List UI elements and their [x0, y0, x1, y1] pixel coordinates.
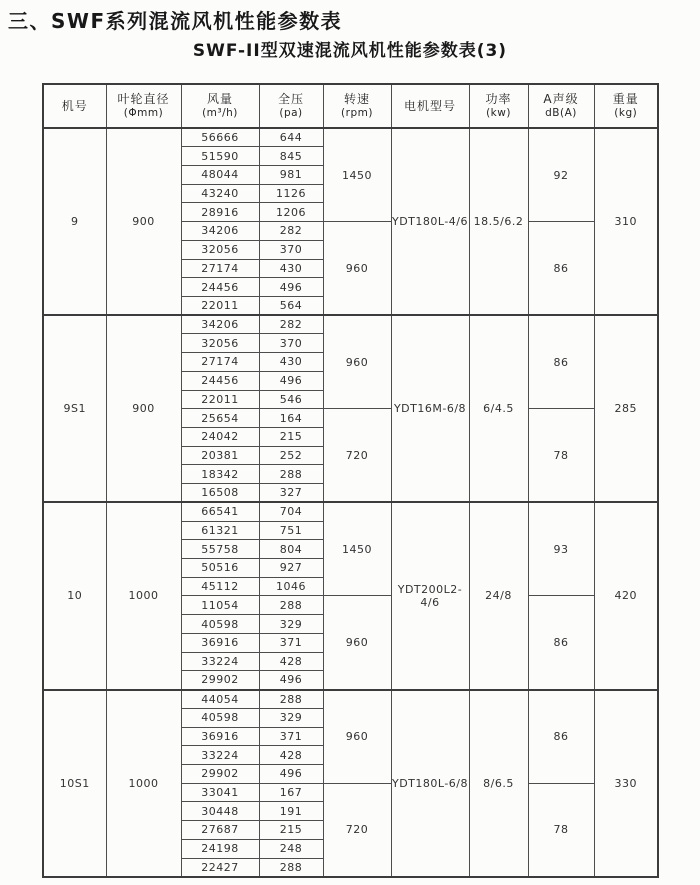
pressure-cell: 644 — [259, 128, 323, 147]
pressure-cell: 329 — [259, 615, 323, 634]
noise-cell: 86 — [528, 596, 594, 690]
airflow-cell: 66541 — [181, 502, 259, 521]
fan-no-cell: 10S1 — [43, 690, 106, 877]
airflow-cell: 32056 — [181, 334, 259, 353]
noise-cell: 93 — [528, 502, 594, 596]
column-unit: (kw) — [486, 107, 511, 119]
speed-cell: 1450 — [323, 128, 391, 222]
speed-cell: 960 — [323, 222, 391, 316]
pressure-cell: 371 — [259, 727, 323, 746]
page-title: 三、SWF系列混流风机性能参数表 — [8, 9, 343, 33]
column-label: 转速 — [343, 92, 370, 106]
column-label: 机号 — [61, 98, 88, 113]
speed-cell: 960 — [323, 596, 391, 690]
diameter-cell: 900 — [106, 315, 181, 502]
noise-cell: 78 — [528, 783, 594, 877]
motor-model-cell: YDT180L-6/8 — [391, 690, 469, 877]
pressure-cell: 288 — [259, 690, 323, 709]
pressure-cell: 288 — [259, 465, 323, 484]
airflow-cell: 24456 — [181, 371, 259, 390]
airflow-cell: 11054 — [181, 596, 259, 615]
pressure-cell: 1046 — [259, 577, 323, 596]
column-header-motor-model — [391, 84, 469, 128]
airflow-cell: 61321 — [181, 521, 259, 540]
performance-table-body — [43, 128, 658, 877]
diameter-cell: 1000 — [106, 690, 181, 877]
pressure-cell: 327 — [259, 484, 323, 503]
pressure-cell: 927 — [259, 559, 323, 578]
airflow-cell: 25654 — [181, 409, 259, 428]
power-cell: 18.5/6.2 — [469, 128, 528, 315]
airflow-cell: 22011 — [181, 390, 259, 409]
pressure-cell: 164 — [259, 409, 323, 428]
motor-model-cell: YDT200L2-4/6 — [391, 502, 469, 689]
fan-no-cell: 10 — [43, 502, 106, 689]
noise-cell: 78 — [528, 409, 594, 503]
airflow-cell: 20381 — [181, 446, 259, 465]
pressure-cell: 282 — [259, 222, 323, 241]
table-header — [43, 84, 658, 128]
airflow-cell: 16508 — [181, 484, 259, 503]
weight-cell: 420 — [594, 502, 658, 689]
column-label: 叶轮直径 — [117, 92, 170, 106]
pressure-cell: 496 — [259, 371, 323, 390]
pressure-cell: 1206 — [259, 203, 323, 222]
airflow-cell: 30448 — [181, 802, 259, 821]
pressure-cell: 704 — [259, 502, 323, 521]
noise-cell: 86 — [528, 222, 594, 316]
pressure-cell: 370 — [259, 334, 323, 353]
pressure-cell: 496 — [259, 671, 323, 690]
column-label: A声级 — [543, 92, 579, 106]
power-cell: 8/6.5 — [469, 690, 528, 877]
airflow-cell: 27174 — [181, 353, 259, 372]
pressure-cell: 1126 — [259, 184, 323, 203]
pressure-cell: 248 — [259, 839, 323, 858]
airflow-cell: 27174 — [181, 259, 259, 278]
pressure-cell: 288 — [259, 858, 323, 877]
pressure-cell: 252 — [259, 446, 323, 465]
column-label: 风量 — [206, 92, 233, 106]
airflow-cell: 51590 — [181, 147, 259, 166]
airflow-cell: 18342 — [181, 465, 259, 484]
motor-model-cell: YDT16M-6/8 — [391, 315, 469, 502]
airflow-cell: 33224 — [181, 652, 259, 671]
airflow-cell: 45112 — [181, 577, 259, 596]
column-header-pressure — [259, 84, 323, 128]
column-header-speed — [323, 84, 391, 128]
noise-cell: 86 — [528, 315, 594, 409]
airflow-cell: 40598 — [181, 615, 259, 634]
airflow-cell: 28916 — [181, 203, 259, 222]
pressure-cell: 215 — [259, 428, 323, 447]
pressure-cell: 428 — [259, 652, 323, 671]
column-header-power — [469, 84, 528, 128]
header-row — [43, 84, 658, 128]
pressure-cell: 167 — [259, 783, 323, 802]
pressure-cell: 191 — [259, 802, 323, 821]
diameter-cell: 1000 — [106, 502, 181, 689]
column-header-fan-no — [43, 84, 106, 128]
airflow-cell: 29902 — [181, 671, 259, 690]
airflow-cell: 34206 — [181, 315, 259, 334]
pressure-cell: 981 — [259, 165, 323, 184]
speed-cell: 720 — [323, 409, 391, 503]
airflow-cell: 56666 — [181, 128, 259, 147]
airflow-cell: 55758 — [181, 540, 259, 559]
table-row — [43, 502, 658, 521]
airflow-cell: 24198 — [181, 839, 259, 858]
pressure-cell: 370 — [259, 240, 323, 259]
airflow-cell: 32056 — [181, 240, 259, 259]
speed-cell: 960 — [323, 690, 391, 784]
pressure-cell: 804 — [259, 540, 323, 559]
airflow-cell: 22427 — [181, 858, 259, 877]
airflow-cell: 48044 — [181, 165, 259, 184]
column-header-diameter — [106, 84, 181, 128]
diameter-cell: 900 — [106, 128, 181, 315]
motor-model-cell: YDT180L-4/6 — [391, 128, 469, 315]
pressure-cell: 496 — [259, 764, 323, 783]
column-label: 功率 — [485, 92, 512, 106]
column-unit: (Φmm) — [123, 107, 164, 119]
column-unit: dB(A) — [545, 107, 577, 119]
airflow-cell: 50516 — [181, 559, 259, 578]
pressure-cell: 430 — [259, 259, 323, 278]
pressure-cell: 430 — [259, 353, 323, 372]
column-unit: (m³/h) — [202, 107, 238, 119]
column-unit: (rpm) — [341, 107, 373, 119]
airflow-cell: 43240 — [181, 184, 259, 203]
airflow-cell: 33224 — [181, 746, 259, 765]
airflow-cell: 24456 — [181, 278, 259, 297]
pressure-cell: 564 — [259, 296, 323, 315]
pressure-cell: 546 — [259, 390, 323, 409]
airflow-cell: 44054 — [181, 690, 259, 709]
power-cell: 24/8 — [469, 502, 528, 689]
fan-no-cell: 9 — [43, 128, 106, 315]
speed-cell: 1450 — [323, 502, 391, 596]
noise-cell: 86 — [528, 690, 594, 784]
table-subtitle: SWF-II型双速混流风机性能参数表(3) — [192, 41, 508, 61]
airflow-cell: 36916 — [181, 633, 259, 652]
airflow-cell: 24042 — [181, 428, 259, 447]
airflow-cell: 33041 — [181, 783, 259, 802]
pressure-cell: 845 — [259, 147, 323, 166]
table-row — [43, 128, 658, 147]
airflow-cell: 40598 — [181, 708, 259, 727]
table-row — [43, 315, 658, 334]
airflow-cell: 22011 — [181, 296, 259, 315]
pressure-cell: 751 — [259, 521, 323, 540]
table-row — [43, 690, 658, 709]
pressure-cell: 288 — [259, 596, 323, 615]
pressure-cell: 496 — [259, 278, 323, 297]
pressure-cell: 371 — [259, 633, 323, 652]
airflow-cell: 34206 — [181, 222, 259, 241]
pressure-cell: 428 — [259, 746, 323, 765]
airflow-cell: 36916 — [181, 727, 259, 746]
fan-no-cell: 9S1 — [43, 315, 106, 502]
column-label: 全压 — [277, 92, 304, 106]
airflow-cell: 27687 — [181, 821, 259, 840]
column-unit: (pa) — [279, 107, 303, 119]
speed-cell: 960 — [323, 315, 391, 409]
performance-table — [42, 83, 659, 878]
weight-cell: 310 — [594, 128, 658, 315]
column-label: 重量 — [612, 92, 639, 106]
pressure-cell: 215 — [259, 821, 323, 840]
pressure-cell: 282 — [259, 315, 323, 334]
column-header-noise — [528, 84, 594, 128]
speed-cell: 720 — [323, 783, 391, 877]
noise-cell: 92 — [528, 128, 594, 222]
weight-cell: 330 — [594, 690, 658, 877]
airflow-cell: 29902 — [181, 764, 259, 783]
power-cell: 6/4.5 — [469, 315, 528, 502]
pressure-cell: 329 — [259, 708, 323, 727]
column-label: 电机型号 — [403, 98, 456, 113]
column-header-weight — [594, 84, 658, 128]
column-header-airflow — [181, 84, 259, 128]
column-unit: (kg) — [614, 107, 638, 119]
weight-cell: 285 — [594, 315, 658, 502]
